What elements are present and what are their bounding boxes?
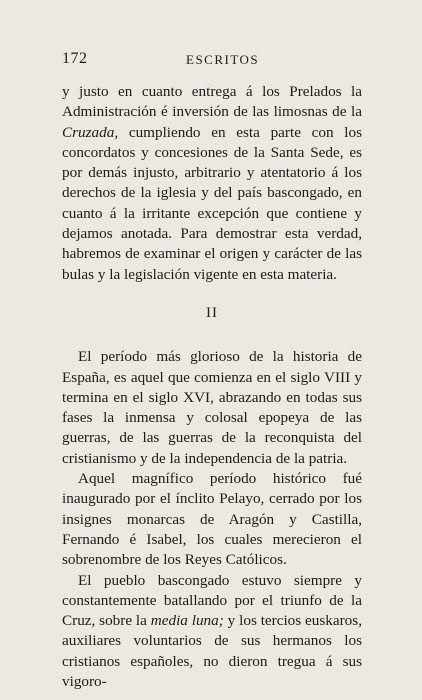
paragraph-4-part-b: y los tercios euskaros, auxiliares voluntarios de sus hermanos los cristianos españoles, no dieron tregua á sus vigoro- [62, 612, 362, 691]
page-header [62, 50, 362, 70]
paragraph-4-part-a: El pueblo bascongado estuvo siempre y constantemente batallando por el triunfo de la Cruz, sobre la [62, 571, 362, 630]
paragraph-3: Aquel magnífico período histórico fué inaugurado por el ínclito Pelayo, cerrado por los insignes monarcas de Aragón y Castilla, Fernando é Isabel, los cuales merecieron el sobrenombre de los Reyes Católicos. [62, 470, 362, 569]
body-text [62, 82, 362, 692]
page-number: 172 [62, 50, 88, 67]
paragraph-1-part-a: y justo en cuanto entrega á los Prelados la Administración é inversión de las limosnas de la [62, 83, 362, 121]
paragraph-4-italic: media luna; [150, 612, 224, 630]
paragraph-1 [62, 82, 362, 285]
paragraph-4 [62, 571, 362, 693]
paragraph-1-italic: Cruzada, [62, 123, 119, 141]
paragraph-2: El período más glorioso de la historia de España, es aquel que comienza en el siglo VIII y termina en el siglo XVI, abrazando en todas sus fases la inmensa y colosal epopeya de las guerras, de las guerras de la reconquista del cristianismo y de la independencia de la patria. [62, 348, 362, 467]
running-title: ESCRITOS [186, 52, 260, 67]
paragraph-1-part-b: cumpliendo en esta parte con los concordatos y concesiones de la Santa Sede, es por demás injusto, arbitrario y atentatorio á los derechos de la iglesia y del país bascongado, en cuanto á la irritante excepción que contiene y dejamos anotada. Para demostrar esta verdad, habremos de examinar el origen y carácter de las bulas y la legislación vigente en esta materia. [62, 123, 362, 283]
section-heading: II [206, 304, 218, 321]
